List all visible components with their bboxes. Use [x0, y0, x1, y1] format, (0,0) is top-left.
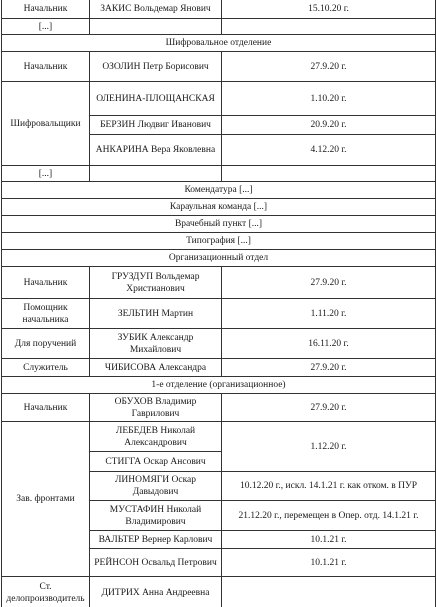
empty-cell — [90, 19, 222, 35]
section-title-guard: Караульная команда [...] — [2, 199, 436, 216]
section-header-row — [2, 216, 436, 233]
table-row — [2, 422, 436, 452]
empty-cell — [222, 166, 436, 182]
table-row — [2, 166, 436, 182]
ellipsis-cell: [...] — [2, 166, 90, 182]
table-row — [2, 267, 436, 299]
name-cell: АНКАРИНА Вера Яковлевна — [90, 135, 222, 166]
position-cell: Начальник — [2, 0, 90, 19]
position-cell: Служитель — [2, 359, 90, 377]
date-cell: 27.9.20 г. — [222, 359, 436, 377]
position-cell: Ст. делопроизводитель — [2, 577, 90, 607]
ellipsis-cell: [...] — [2, 19, 90, 35]
section-title-printing: Типография [...] — [2, 233, 436, 250]
position-cell: Помощник начальника — [2, 299, 90, 329]
section-header-row — [2, 182, 436, 199]
date-cell: 1.12.20 г. — [222, 422, 436, 472]
position-cell: Начальник — [2, 267, 90, 299]
date-cell: 10.12.20 г., искл. 14.1.21 г. как отком. в ПУР — [222, 472, 436, 501]
table-row — [2, 299, 436, 329]
name-cell: МУСТАФИН Николай Владимирович — [90, 501, 222, 531]
section-title-org: Организационный отдел — [2, 250, 436, 267]
section-title-dept1: 1-е отделение (организационное) — [2, 377, 436, 394]
staff-table — [1, 0, 436, 607]
name-cell: ОЛЕНИНА-ПЛОЩАНСКАЯ — [90, 82, 222, 116]
date-cell: 27.9.20 г. — [222, 52, 436, 82]
name-cell: ЗЕЛЬТИН Мартин — [90, 299, 222, 329]
date-cell: 20.9.20 г. — [222, 116, 436, 135]
name-cell: ЗАКИС Вольдемар Янович — [90, 0, 222, 19]
date-cell: 16.11.20 г. — [222, 329, 436, 359]
name-cell: ГРУЗДУП Вольдемар Христианович — [90, 267, 222, 299]
date-cell: 1.11.20 г. — [222, 299, 436, 329]
date-cell — [222, 577, 436, 607]
section-title-commandatura: Комендатура [...] — [2, 182, 436, 199]
name-cell: БЕРЗИН Людвиг Иванович — [90, 116, 222, 135]
group-label-cell: Шифровальщики — [2, 82, 90, 166]
date-cell: 21.12.20 г., перемещен в Опер. отд. 14.1.21 г. — [222, 501, 436, 531]
section-title-cipher: Шифровальное отделение — [2, 35, 436, 52]
date-cell: 27.9.20 г. — [222, 394, 436, 422]
section-header-row — [2, 377, 436, 394]
empty-cell — [222, 19, 436, 35]
name-cell: ВАЛЬТЕР Вернер Карлович — [90, 531, 222, 549]
name-cell: ДИТРИХ Анна Андреевна — [90, 577, 222, 607]
date-cell: 10.1.21 г. — [222, 531, 436, 549]
date-cell: 27.9.20 г. — [222, 267, 436, 299]
table-row — [2, 52, 436, 82]
table-row — [2, 19, 436, 35]
name-cell: ОБУХОВ Владимир Гаврилович — [90, 394, 222, 422]
name-cell: ЧИБИСОВА Александра — [90, 359, 222, 377]
section-header-row — [2, 233, 436, 250]
name-cell: ОЗОЛИН Петр Борисович — [90, 52, 222, 82]
date-cell: 1.10.20 г. — [222, 82, 436, 116]
section-title-medical: Врачебный пункт [...] — [2, 216, 436, 233]
section-header-row — [2, 199, 436, 216]
name-cell: ЗУБИК Александр Михайлович — [90, 329, 222, 359]
position-cell: Начальник — [2, 394, 90, 422]
date-cell: 15.10.20 г. — [222, 0, 436, 19]
table-row — [2, 394, 436, 422]
date-cell: 10.1.21 г. — [222, 549, 436, 577]
section-header-row — [2, 250, 436, 267]
name-cell: ЛЕБЕДЕВ Николай Александрович — [90, 422, 222, 452]
date-cell: 4.12.20 г. — [222, 135, 436, 166]
position-cell: Начальник — [2, 52, 90, 82]
group-label-cell: Зав. фронтами — [2, 422, 90, 577]
name-cell: РЕЙНСОН Освальд Петрович — [90, 549, 222, 577]
table-row — [2, 82, 436, 116]
name-cell: ЛИНОМЯГИ Оскар Давыдович — [90, 472, 222, 501]
empty-cell — [90, 166, 222, 182]
table-row — [2, 359, 436, 377]
table-row — [2, 577, 436, 607]
table-row — [2, 0, 436, 19]
name-cell: СТИГГА Оскар Ансович — [90, 452, 222, 472]
position-cell: Для поручений — [2, 329, 90, 359]
section-header-row — [2, 35, 436, 52]
table-row — [2, 329, 436, 359]
